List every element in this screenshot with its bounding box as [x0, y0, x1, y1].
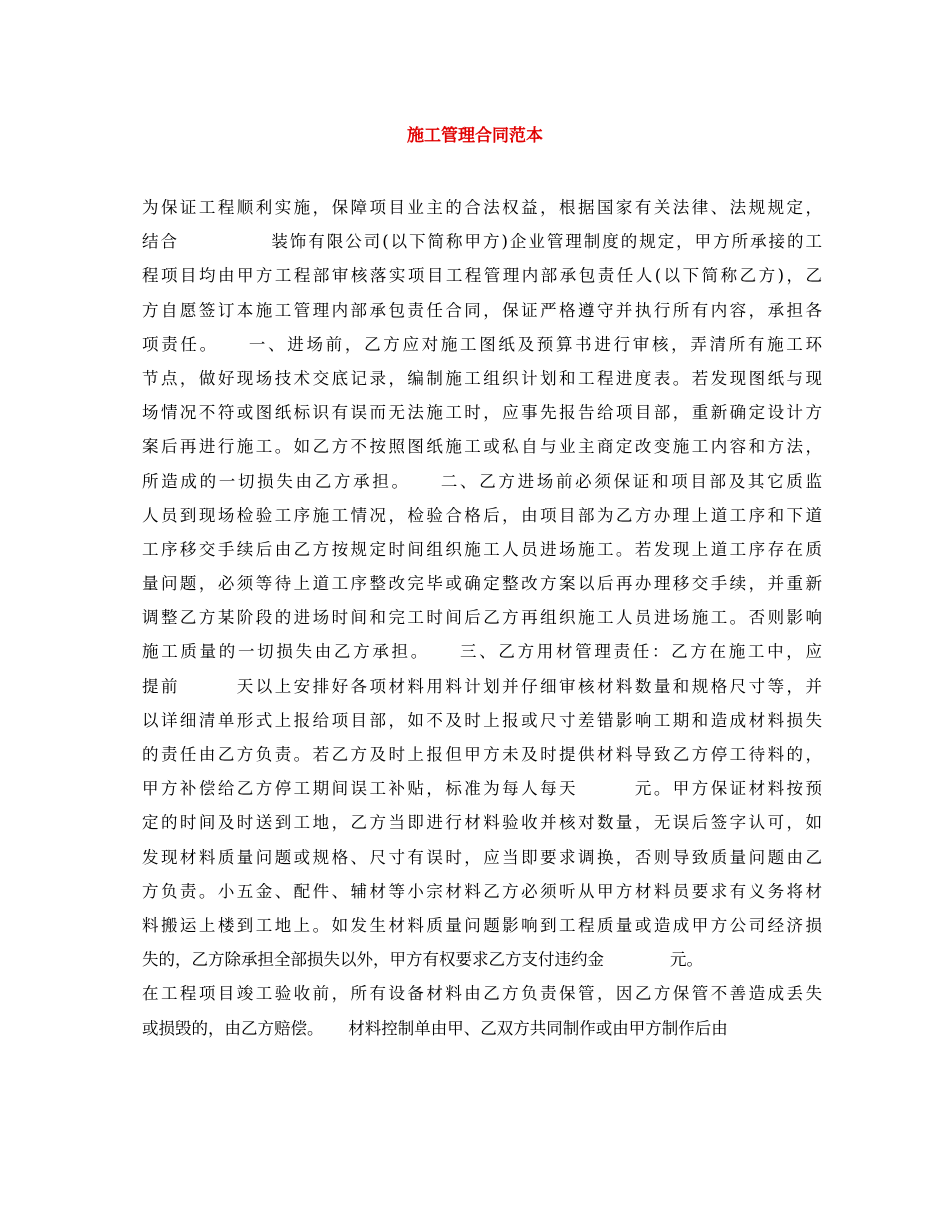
text-line: 在工程项目竣工验收前，所有设备材料由乙方负责保管，因乙方保管不善造成丢失 [142, 984, 822, 1004]
text-line: 甲方补偿给乙方停工期间误工补贴，标准为每人每天 元。甲方保证材料按预 [142, 779, 822, 799]
text-line: 或损毁的，由乙方赔偿。 材料控制单由甲、乙双方共同制作或由甲方制作后由 [142, 1018, 728, 1038]
text-line: 的责任由乙方负责。若乙方及时上报但甲方未及时提供材料导致乙方停工待料的， [142, 745, 822, 764]
text-line: 所造成的一切损失由乙方承担。 二、乙方进场前必须保证和项目部及其它质监 [142, 471, 822, 491]
text-line: 量问题，必须等待上道工序整改完毕或确定整改方案以后再办理移交手续，并重新 [142, 574, 822, 594]
text-line: 提前 天以上安排好各项材料用料计划并仔细审核材料数量和规格尺寸等，并 [142, 676, 822, 696]
text-line: 发现材料质量问题或规格、尺寸有误时，应当即要求调换，否则导致质量问题由乙 [142, 847, 822, 867]
text-line: 场情况不符或图纸标识有误而无法施工时，应事先报告给项目部，重新确定设计方 [142, 403, 822, 423]
text-line: 案后再进行施工。如乙方不按照图纸施工或私自与业主商定改变施工内容和方法， [142, 437, 822, 457]
text-line: 为保证工程顺利实施，保障项目业主的合法权益，根据国家有关法律、法规规定， [142, 198, 822, 217]
text-line: 结合 装饰有限公司(以下简称甲方)企业管理制度的规定，甲方所承接的工 [142, 232, 822, 252]
text-line: 施工质量的一切损失由乙方承担。 三、乙方用材管理责任：乙方在施工中，应 [142, 642, 822, 662]
text-line: 项责任。 一、进场前，乙方应对施工图纸及预算书进行审核，弄清所有施工环 [142, 334, 822, 354]
text-line: 定的时间及时送到工地，乙方当即进行材料验收并核对数量，无误后签字认可，如 [142, 813, 822, 833]
text-line: 工序移交手续后由乙方按规定时间组织施工人员进场施工。若发现上道工序存在质 [142, 539, 822, 559]
text-line: 方自愿签订本施工管理内部承包责任合同，保证严格遵守并执行所有内容，承担各 [142, 300, 822, 320]
text-line: 料搬运上楼到工地上。如发生材料质量问题影响到工程质量或造成甲方公司经济损 [142, 915, 822, 935]
text-line: 人员到现场检验工序施工情况，检验合格后，由项目部为乙方办理上道工序和下道 [142, 505, 822, 525]
text-line: 失的，乙方除承担全部损失以外，甲方有权要求乙方支付违约金 元。 [142, 950, 703, 970]
document-body [142, 191, 822, 1046]
text-line: 调整乙方某阶段的进场时间和完工时间后乙方再组织施工人员进场施工。否则影响 [142, 608, 822, 628]
text-line: 以详细清单形式上报给项目部，如不及时上报或尺寸差错影响工期和造成材料损失 [142, 710, 822, 730]
text-line: 程项目均由甲方工程部审核落实项目工程管理内部承包责任人(以下简称乙方)，乙 [142, 266, 822, 286]
text-line: 节点，做好现场技术交底记录，编制施工组织计划和工程进度表。若发现图纸与现 [142, 368, 822, 388]
document-title: 施工管理合同范本 [407, 126, 543, 146]
text-line: 方负责。小五金、配件、辅材等小宗材料乙方必须听从甲方材料员要求有义务将材 [142, 881, 822, 901]
